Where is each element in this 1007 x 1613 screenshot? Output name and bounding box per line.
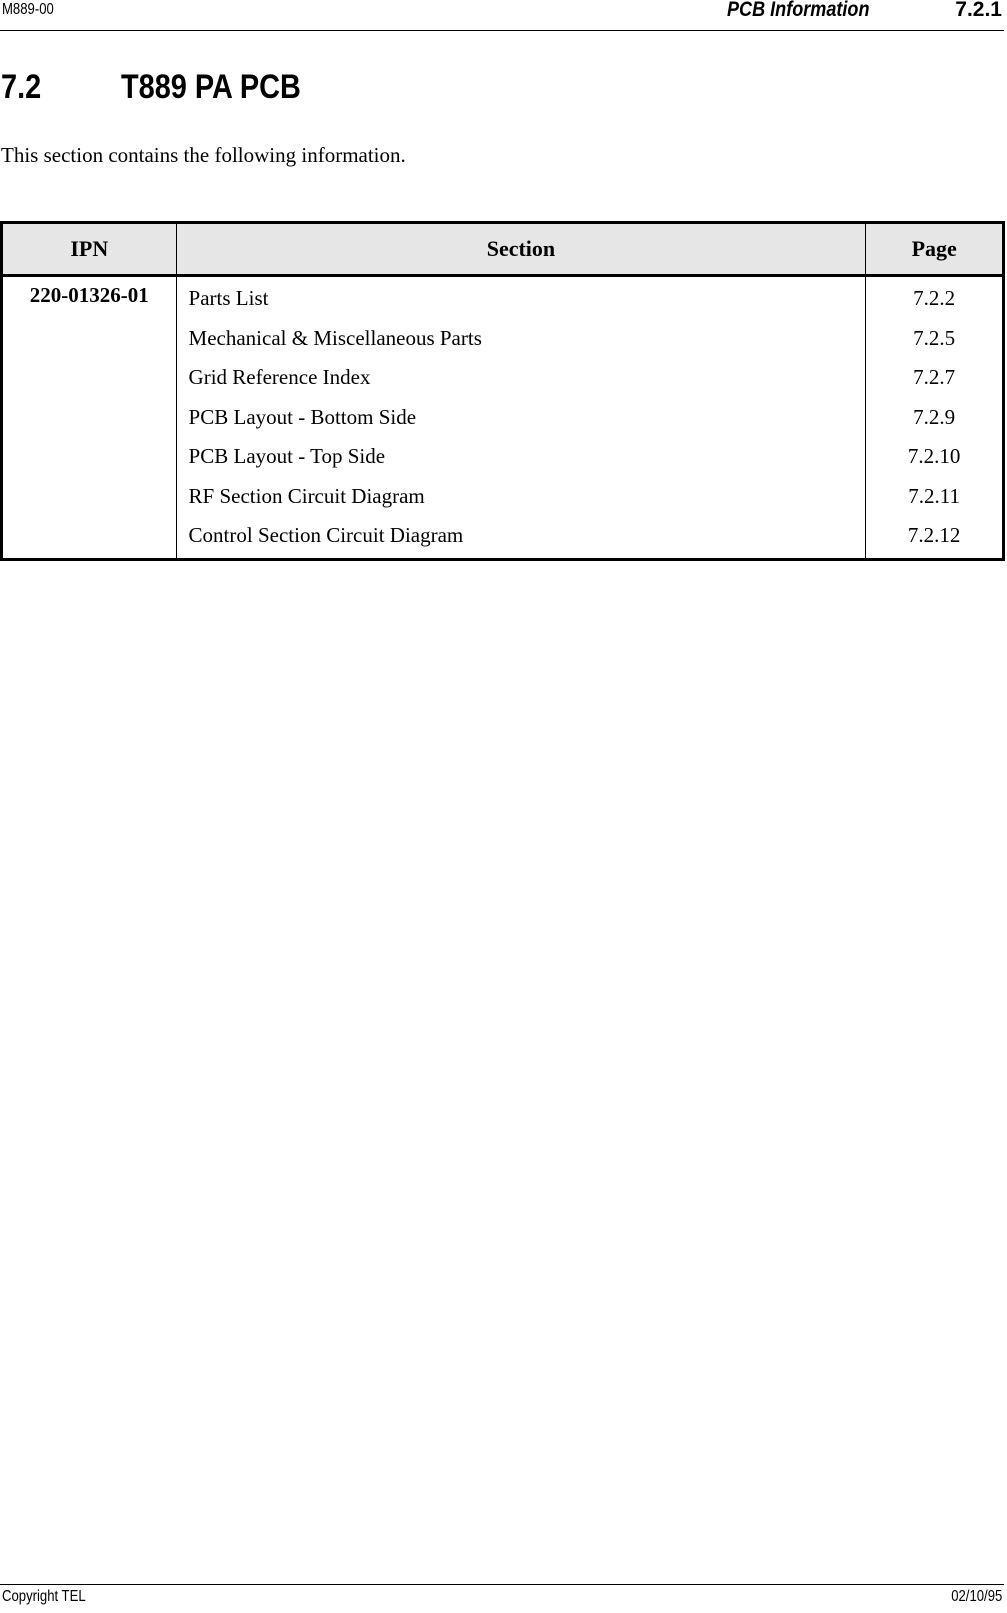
section-cell: PCB Layout - Top Side xyxy=(176,437,866,477)
header-title: PCB Information xyxy=(727,0,870,21)
section-heading xyxy=(1,68,333,107)
section-cell: Parts List xyxy=(176,276,866,319)
page-cell: 7.2.11 xyxy=(908,483,961,508)
section-cell: Mechanical & Miscellaneous Parts xyxy=(176,319,866,359)
page-header xyxy=(0,0,1004,31)
page-cell: 7.2.12 xyxy=(907,523,961,548)
page-footer xyxy=(0,1584,1004,1613)
column-header-section: Section xyxy=(176,223,866,276)
page-cell: 7.2.9 xyxy=(913,404,956,429)
column-header-page: Page xyxy=(866,223,1004,276)
copyright-text: Copyright TEL xyxy=(2,1588,86,1605)
section-cell: RF Section Circuit Diagram xyxy=(176,477,866,517)
header-page-number: 7.2.1 xyxy=(955,0,1002,21)
page-cell: 7.2.5 xyxy=(913,325,956,350)
page-cell: 7.2.2 xyxy=(913,286,956,311)
column-header-ipn: IPN xyxy=(2,223,177,276)
section-cell: PCB Layout - Bottom Side xyxy=(176,398,866,438)
ipn-cell: 220-01326-01 xyxy=(2,276,177,560)
section-cell: Grid Reference Index xyxy=(176,358,866,398)
section-cell: Control Section Circuit Diagram xyxy=(176,516,866,559)
page-cell: 7.2.7 xyxy=(913,365,956,390)
page-cell: 7.2.10 xyxy=(907,444,961,469)
footer-date: 02/10/95 xyxy=(950,1588,1002,1605)
section-title: T889 PA PCB xyxy=(121,68,301,106)
section-number: 7.2 xyxy=(1,68,42,106)
document-number: M889-00 xyxy=(2,1,54,18)
intro-paragraph: This section contains the following information. xyxy=(1,143,406,167)
contents-table xyxy=(0,221,1005,561)
table-row xyxy=(2,276,1004,319)
table-header-row xyxy=(2,223,1004,276)
